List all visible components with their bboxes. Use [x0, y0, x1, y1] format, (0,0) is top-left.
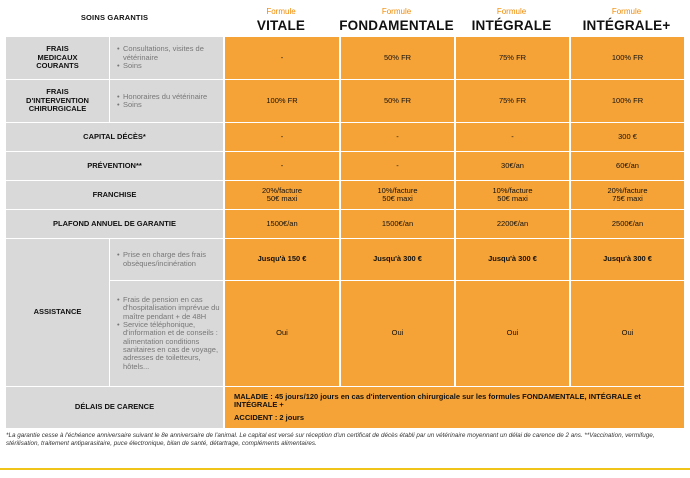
- formula-name: VITALE: [256, 18, 306, 34]
- value-line: 20%/facture: [607, 185, 648, 195]
- sub-item: • Consultations, visites de vétérinaire: [117, 45, 223, 62]
- value-line: 10%/facture: [492, 185, 533, 195]
- value-cell: Jusqu'à 300 €: [569, 239, 684, 281]
- row-label: [6, 37, 109, 80]
- formula-name: INTÉGRALE: [471, 18, 552, 34]
- value-cell: 50% FR: [339, 37, 454, 80]
- row-label: FRANCHISE: [6, 181, 223, 210]
- label-line: FRAIS: [46, 44, 69, 54]
- value-cell: 1500€/an: [339, 210, 454, 239]
- row-label: DÉLAIS DE CARENCE: [6, 387, 223, 428]
- value-cell: [569, 181, 684, 210]
- label-line: D'INTERVENTION: [26, 95, 89, 105]
- row-label: PRÉVENTION**: [6, 152, 223, 181]
- row-sublabel: [109, 37, 223, 80]
- value-cell: Oui: [454, 281, 569, 387]
- value-cell: -: [339, 152, 454, 181]
- value-cell: 75% FR: [454, 37, 569, 80]
- guarantees-table: [6, 0, 684, 428]
- row-sublabel: [109, 281, 223, 387]
- value-cell: Jusqu'à 300 €: [454, 239, 569, 281]
- value-cell: 75% FR: [454, 80, 569, 123]
- row-capital-deces: [6, 123, 684, 152]
- footnote: *La garantie cesse à l'échéance anniversaire suivant le 8e anniversaire de l'animal. Le capital est versé sur réception d'un certificat de décès établi par un vétérinaire moyennant un délai de carence de 2 ans. **Vaccination, vermifuge, stérilisation, traitement antiparasitaire, puce électronique, bilan de santé, détartrage, compléments alimentaires.: [6, 432, 655, 447]
- value-line: 75€ maxi: [612, 194, 643, 203]
- value-cell: Jusqu'à 300 €: [339, 239, 454, 281]
- formula-name: FONDAMENTALE: [339, 18, 454, 34]
- value-cell: 100% FR: [569, 37, 684, 80]
- row-label: [6, 80, 109, 123]
- formula-sub: Formule: [266, 7, 296, 17]
- formula-header-vitale: [223, 0, 339, 37]
- value-cell: [454, 181, 569, 210]
- row-carence: [6, 387, 684, 428]
- bottom-divider: [0, 468, 690, 470]
- value-line: 50€ maxi: [497, 194, 528, 203]
- row-plafond: [6, 210, 684, 239]
- formula-header-fondamentale: [339, 0, 454, 37]
- value-cell: -: [223, 37, 339, 80]
- value-cell: Oui: [223, 281, 339, 387]
- value-cell: Oui: [339, 281, 454, 387]
- carence-maladie: MALADIE : 45 jours/120 jours en cas d'intervention chirurgicale sur les formules FONDAMENTALE, INTÉGRALE et INTÉGRALE +: [234, 391, 641, 410]
- sub-item: • Soins: [117, 101, 223, 109]
- row-label: ASSISTANCE: [6, 239, 109, 387]
- formula-sub: Formule: [381, 7, 412, 17]
- row-frais-chirurgicale: [6, 80, 684, 123]
- value-cell: 300 €: [569, 123, 684, 152]
- section-label: SOINS GARANTIS: [80, 13, 149, 23]
- row-label: PLAFOND ANNUEL DE GARANTIE: [6, 210, 223, 239]
- value-cell: [223, 181, 339, 210]
- row-franchise: [6, 181, 684, 210]
- value-cell: 2500€/an: [569, 210, 684, 239]
- row-frais-medicaux: [6, 37, 684, 80]
- value-cell: 1500€/an: [223, 210, 339, 239]
- formula-sub: Formule: [611, 7, 642, 17]
- value-line: 10%/facture: [377, 185, 418, 195]
- value-cell: 100% FR: [569, 80, 684, 123]
- formula-name: INTÉGRALE+: [582, 18, 671, 34]
- row-assistance-obseques: [6, 239, 684, 281]
- value-line: 50€ maxi: [382, 194, 413, 203]
- formula-header-integrale: [454, 0, 569, 37]
- formula-header-integrale-plus: [569, 0, 684, 37]
- value-cell: -: [454, 123, 569, 152]
- value-cell: 2200€/an: [454, 210, 569, 239]
- label-line: FRAIS: [46, 87, 69, 97]
- carence-accident: ACCIDENT : 2 jours: [234, 412, 305, 422]
- formula-sub: Formule: [496, 7, 527, 17]
- sub-item: • Frais de pension en cas d'hospitalisation imprévue du maître pendant + de 48H: [117, 296, 223, 321]
- carence-details: [223, 387, 684, 428]
- sub-item: • Honoraires du vétérinaire: [117, 93, 223, 101]
- value-cell: 100% FR: [223, 80, 339, 123]
- sub-item: • Service téléphonique, d'information et de conseils : alimentation conditions sanitaires en cas de voyage, adresses de toiletteurs, hôtels...: [117, 321, 223, 371]
- value-cell: 50% FR: [339, 80, 454, 123]
- label-line: CHIRURGICALE: [28, 104, 87, 114]
- value-line: 20%/facture: [262, 185, 303, 195]
- value-cell: Oui: [569, 281, 684, 387]
- row-label: CAPITAL DÉCÈS*: [6, 123, 223, 152]
- value-cell: -: [223, 123, 339, 152]
- row-sublabel: [109, 239, 223, 281]
- value-cell: 30€/an: [454, 152, 569, 181]
- value-cell: [339, 181, 454, 210]
- value-cell: -: [223, 152, 339, 181]
- sub-item: • Prise en charge des frais obsèques/incinération: [117, 251, 223, 268]
- sub-item: • Soins: [117, 62, 223, 70]
- row-sublabel: [109, 80, 223, 123]
- value-cell: -: [339, 123, 454, 152]
- value-line: 50€ maxi: [266, 194, 298, 203]
- value-cell: 60€/an: [569, 152, 684, 181]
- value-cell: Jusqu'à 150 €: [223, 239, 339, 281]
- row-prevention: [6, 152, 684, 181]
- label-line: MEDICAUX: [37, 52, 78, 62]
- header-row: [6, 0, 684, 37]
- label-line: COURANTS: [36, 61, 79, 71]
